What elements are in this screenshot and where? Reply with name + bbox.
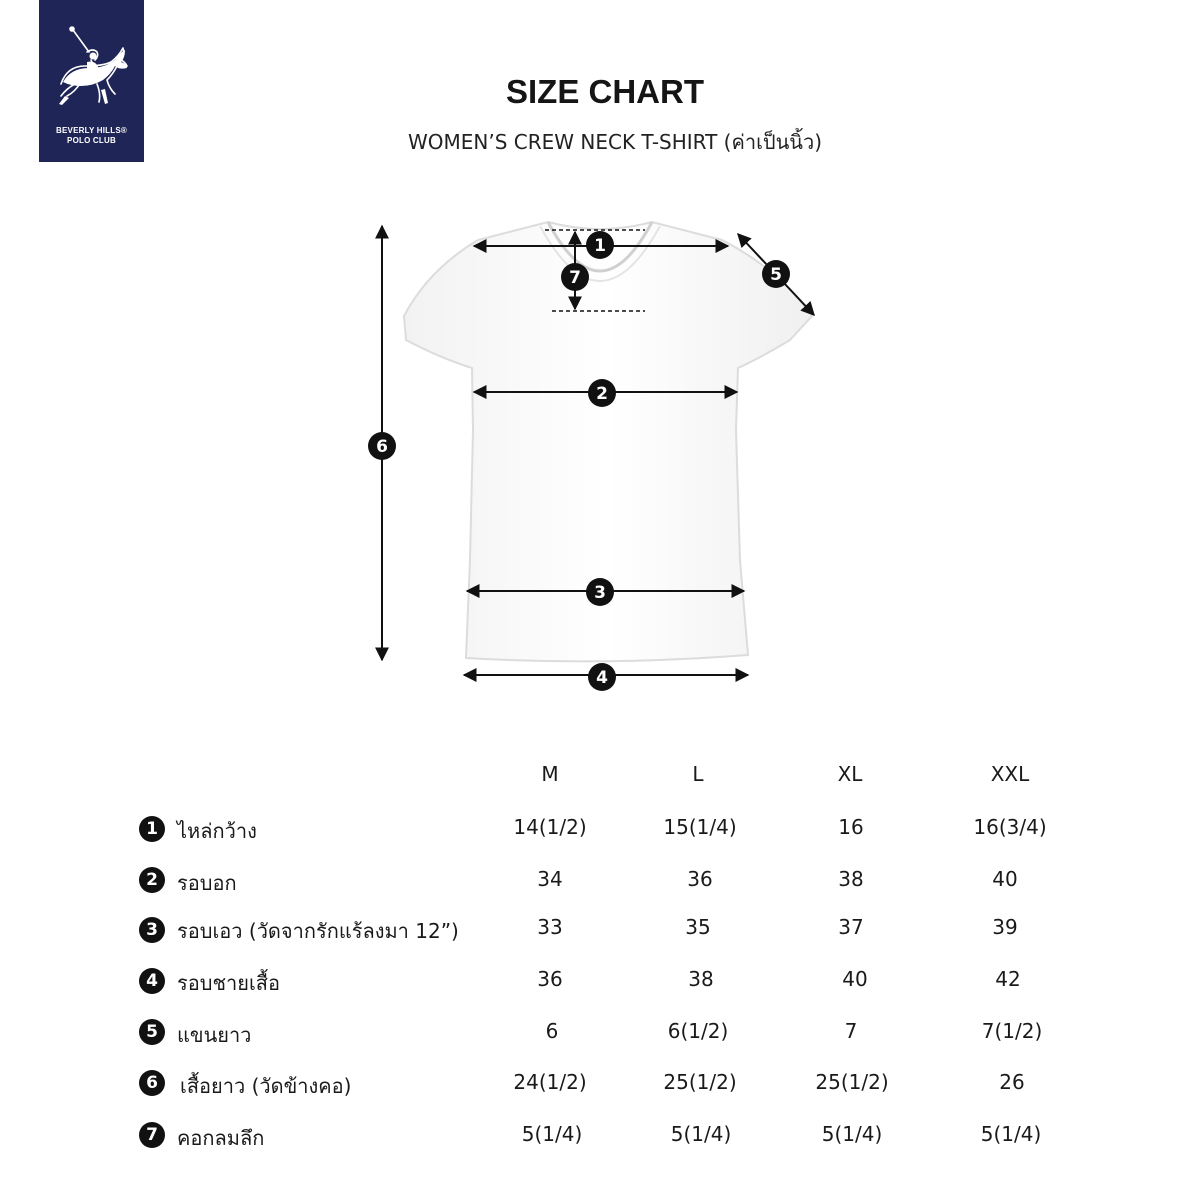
cell-l: 5(1/4): [670, 1122, 732, 1146]
row-badge: 5: [139, 1019, 165, 1045]
cell-l: 36: [687, 867, 713, 891]
diagram-marker-1: [586, 231, 614, 259]
svg-text:2: 2: [596, 384, 608, 404]
cell-xl: 40: [842, 967, 868, 991]
row-badge: 3: [139, 917, 165, 943]
cell-xl: 16: [838, 815, 864, 839]
cell-xxl: 5(1/4): [980, 1122, 1042, 1146]
cell-xxl: 26: [999, 1070, 1025, 1094]
page-title: SIZE CHART: [506, 73, 704, 110]
row-label: ไหล่กว้าง: [177, 819, 257, 843]
cell-xl: 37: [838, 915, 864, 939]
svg-text:4: 4: [596, 668, 608, 688]
cell-m: 33: [537, 915, 563, 939]
svg-text:1: 1: [594, 236, 606, 256]
cell-l: 6(1/2): [667, 1019, 729, 1043]
diagram-marker-6: [368, 432, 396, 460]
cell-xxl: 16(3/4): [973, 815, 1047, 839]
row-label: เสื้อยาว (วัดข้างคอ): [180, 1074, 352, 1098]
page-subtitle: WOMEN’S CREW NECK T-SHIRT (ค่าเป็นนิ้ว): [407, 130, 822, 154]
row-badge: 1: [139, 816, 165, 842]
cell-xl: 38: [838, 867, 864, 891]
size-header-l: L: [692, 762, 704, 786]
row-badge: 6: [139, 1070, 165, 1096]
diagram-marker-4: [588, 663, 616, 691]
cell-l: 15(1/4): [663, 815, 737, 839]
cell-xl: 7: [844, 1019, 858, 1043]
row-label: รอบเอว (วัดจากรักแร้ลงมา 12”): [177, 919, 459, 943]
row-label: คอกลมลึก: [177, 1126, 265, 1150]
diagram-marker-3: [586, 578, 614, 606]
cell-m: 5(1/4): [521, 1122, 583, 1146]
svg-text:3: 3: [594, 583, 606, 603]
cell-l: 38: [688, 967, 714, 991]
size-header-xxl: XXL: [990, 762, 1030, 786]
size-header-xl: XL: [837, 762, 863, 786]
cell-xxl: 39: [992, 915, 1018, 939]
brand-name-line2: POLO CLUB: [67, 136, 116, 145]
diagram-marker-2: [588, 379, 616, 407]
cell-xl: 25(1/2): [815, 1070, 889, 1094]
cell-m: 6: [545, 1019, 559, 1043]
cell-l: 25(1/2): [663, 1070, 737, 1094]
cell-xl: 5(1/4): [821, 1122, 883, 1146]
cell-xxl: 7(1/2): [981, 1019, 1043, 1043]
size-header-m: M: [541, 762, 559, 786]
svg-text:7: 7: [569, 268, 581, 288]
cell-m: 34: [537, 867, 563, 891]
cell-xxl: 42: [995, 967, 1021, 991]
cell-m: 24(1/2): [513, 1070, 587, 1094]
cell-m: 14(1/2): [513, 815, 587, 839]
brand-name-line1: BEVERLY HILLS®: [56, 126, 127, 135]
row-badge: 2: [139, 867, 165, 893]
row-label: แขนยาว: [177, 1023, 252, 1047]
svg-text:6: 6: [376, 437, 388, 457]
row-badge: 4: [139, 968, 165, 994]
svg-text:5: 5: [770, 265, 782, 285]
row-badge: 7: [139, 1122, 165, 1148]
diagram-marker-7: [561, 263, 589, 291]
row-label: รอบอก: [177, 871, 237, 895]
cell-m: 36: [537, 967, 563, 991]
cell-l: 35: [685, 915, 711, 939]
diagram-marker-5: [762, 260, 790, 288]
cell-xxl: 40: [992, 867, 1018, 891]
row-label: รอบชายเสื้อ: [177, 971, 281, 995]
